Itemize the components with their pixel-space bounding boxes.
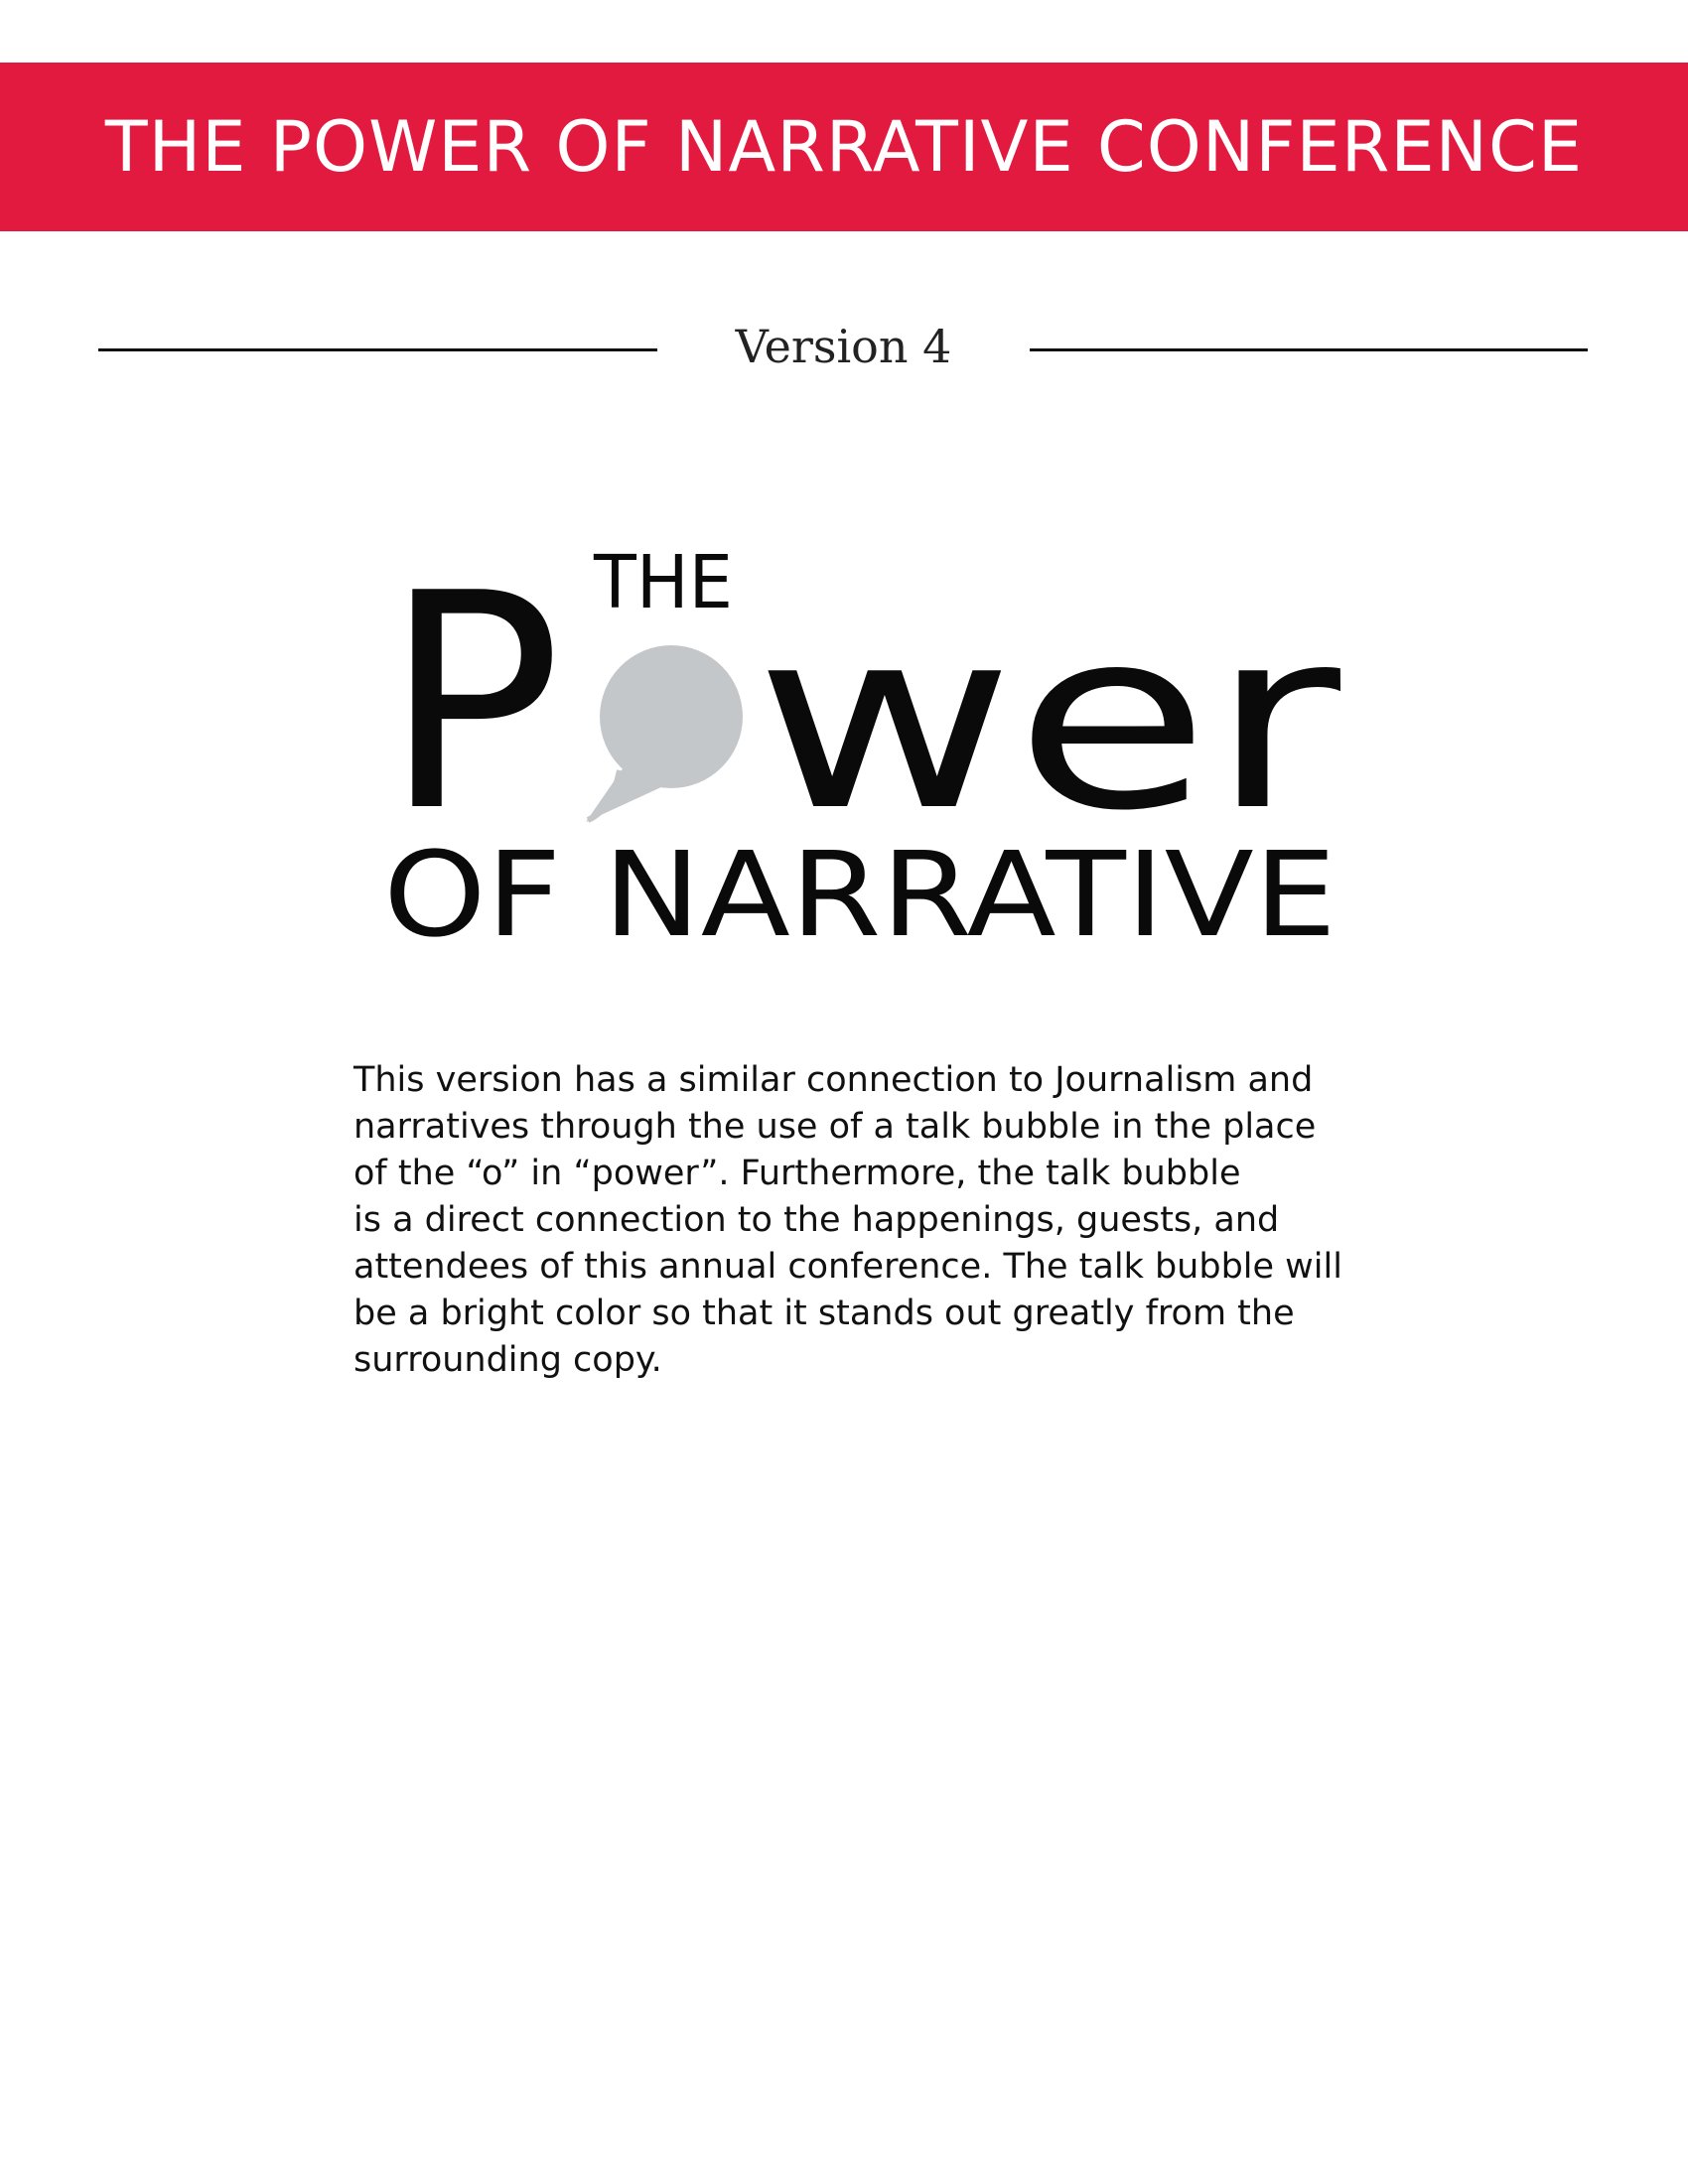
- logo-letter-p: P: [383, 530, 562, 877]
- body-line: be a bright color so that it stands out greatly from the: [353, 1294, 1295, 1333]
- header-band: [0, 63, 1688, 231]
- logo-line-of-narrative: OF NARRATIVE: [383, 826, 1336, 963]
- version-label: Version 4: [735, 320, 952, 373]
- divider-right: [1030, 348, 1588, 351]
- body-line: attendees of this annual conference. The talk bubble will: [353, 1247, 1342, 1287]
- logo-word-the: THE: [593, 540, 733, 625]
- header-title: THE POWER OF NARRATIVE CONFERENCE: [104, 106, 1584, 188]
- body-line: narratives through the use of a talk bubble in the place: [353, 1107, 1317, 1147]
- body-line: surrounding copy.: [353, 1340, 662, 1380]
- talk-bubble-icon: [586, 645, 743, 822]
- body-line: is a direct connection to the happenings, guests, and: [353, 1200, 1280, 1240]
- logo-letters-wer: wer: [755, 576, 1341, 865]
- body-copy: [353, 1057, 1346, 1384]
- divider-left: [98, 348, 657, 351]
- power-of-narrative-logo: [377, 526, 1350, 973]
- body-line: of the “o” in “power”. Furthermore, the talk bubble: [353, 1154, 1241, 1193]
- body-line: This version has a similar connection to Journalism and: [353, 1060, 1314, 1100]
